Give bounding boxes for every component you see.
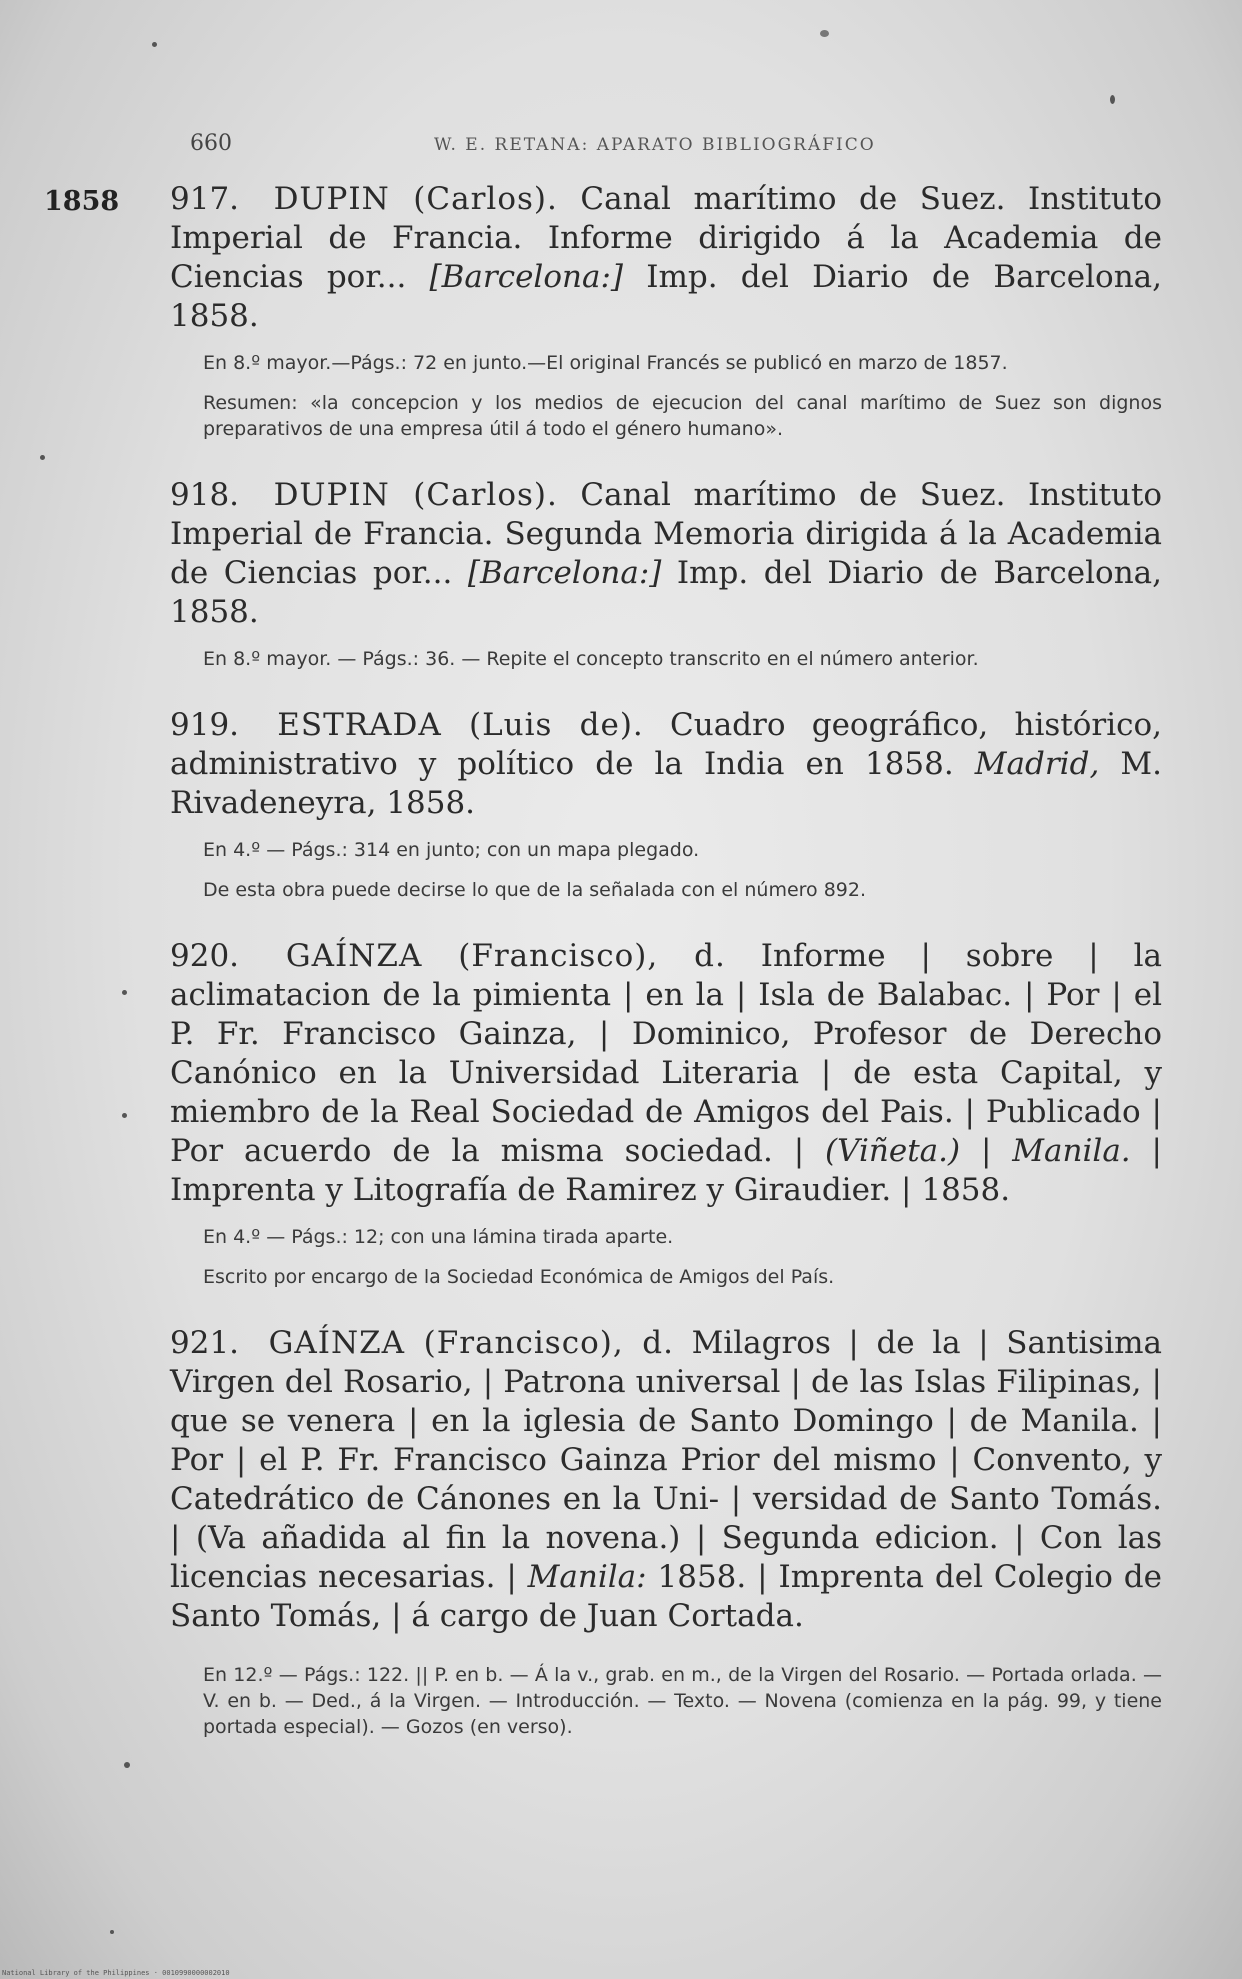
entry-author: ESTRADA (Luis de). — [277, 707, 644, 743]
entry-number: 918. — [170, 477, 240, 513]
entry-note: En 4.º — Págs.: 12; con una lámina tirada aparte. — [203, 1226, 674, 1248]
running-header — [190, 131, 1190, 161]
entry-imprint: Imp. del Diario de Barcelona, 1858. — [170, 259, 1162, 334]
scan-speck — [122, 990, 127, 995]
entry-917 — [170, 180, 1162, 442]
entry-note: En 8.º mayor. — Págs.: 36. — Repite el concepto transcrito en el número anterior. — [203, 648, 979, 670]
scan-speck — [124, 1762, 130, 1768]
scan-speck — [820, 30, 829, 37]
entry-imprint: | Imprenta y Litografía de Ramirez y Giraudier. | 1858. — [170, 1133, 1162, 1208]
entry-title: Cuadro geográfico, histórico, administrativo y político de la India en 1858. — [170, 707, 1163, 782]
entry-place: Madrid, — [974, 746, 1100, 782]
entry-imprint: Imp. del Diario de Barcelona, 1858. — [170, 555, 1162, 630]
scan-speck — [152, 42, 157, 47]
bibliography-content — [170, 180, 1162, 1740]
entry-heading — [170, 476, 1162, 632]
entry-note: De esta obra puede decirse lo que de la señalada con el número 892. — [203, 879, 867, 901]
entry-number: 921. — [170, 1325, 240, 1361]
entry-921 — [170, 1324, 1162, 1740]
entry-title: Canal marítimo de Suez. Instituto Imperial de Francia. Informe dirigido á la Academia de Ciencias por... — [170, 181, 1163, 295]
entry-number: 919. — [170, 707, 240, 743]
margin-year: 1858 — [44, 186, 120, 217]
entry-heading — [170, 1324, 1162, 1636]
scan-speck — [122, 1113, 127, 1118]
entry-author: GAÍNZA (Francisco), d. — [285, 938, 726, 974]
entry-heading — [170, 937, 1162, 1210]
entry-920 — [170, 937, 1162, 1290]
entry-note: Resumen: «la concepcion y los medios de ejecucion del canal marítimo de Suez son dignos preparativos de una empresa útil á todo el género humano». — [203, 392, 1162, 440]
entry-author: DUPIN (Carlos). — [273, 477, 558, 513]
entry-number: 917. — [170, 181, 240, 217]
page-number: 660 — [190, 131, 232, 156]
entry-place: Manila: — [527, 1559, 647, 1595]
entry-note: En 12.º — Págs.: 122. || P. en b. — Á la v., grab. en m., de la Virgen del Rosario. — Portada orlada. — V. en b. — Ded., á la Virgen. — Introducción. — Texto. — Novena (comienza en la pág. 99, y tiene portada especial). — Gozos (en verso). — [203, 1664, 1162, 1738]
entry-919 — [170, 706, 1162, 903]
entry-number: 920. — [170, 938, 240, 974]
entry-heading — [170, 706, 1162, 823]
entry-imprint: M. Rivadeneyra, 1858. — [170, 746, 1162, 821]
entry-note: En 4.º — Págs.: 314 en junto; con un mapa plegado. — [203, 839, 700, 861]
entry-title: Canal marítimo de Suez. Instituto Imperial de Francia. Segunda Memoria dirigida á la Academia de Ciencias por... — [170, 477, 1163, 591]
entry-vignette: (Viñeta.) — [825, 1133, 961, 1169]
scan-speck — [40, 455, 45, 460]
entry-place: | Manila. — [980, 1133, 1131, 1169]
entry-918 — [170, 476, 1162, 672]
entry-title: Informe | sobre | la aclimatacion de la pimienta | en la | Isla de Balabac. | Por | el P. Fr. Francisco Gainza, | Dominico, Profesor de Derecho Canónico en la Universidad Literaria | de esta Capital, y miembro de la Real Sociedad de Amigos del Pais. | Publicado | Por acuerdo de la misma sociedad. | — [170, 938, 1162, 1169]
scan-speck — [110, 1930, 114, 1934]
entry-heading — [170, 180, 1162, 336]
scan-source-strip: National Library of the Philippines · 0010990000002010 — [2, 1969, 230, 1977]
entry-place: [Barcelona:] — [429, 259, 623, 295]
running-title: W. E. RETANA: APARATO BIBLIOGRÁFICO — [434, 135, 876, 155]
entry-place: [Barcelona:] — [467, 555, 662, 591]
entry-author: DUPIN (Carlos). — [273, 181, 558, 217]
entry-imprint: 1858. | Imprenta del Colegio de Santo Tomás, | á cargo de Juan Cortada. — [170, 1559, 1162, 1634]
entry-note: Escrito por encargo de la Sociedad Económica de Amigos del País. — [203, 1266, 835, 1288]
scan-speck — [1110, 95, 1115, 104]
entry-title: Milagros | de la | Santisima Virgen del Rosario, | Patrona universal | de las Islas Filipinas, | que se venera | en la iglesia de Santo Domingo | de Manila. | Por | el P. Fr. Francisco Gainza Prior del mismo | Convento, y Catedrático de Cánones en la Uni- | versidad de Santo Tomás. | (Va añadida al fin la novena.) | Segunda edicion. | Con las licencias necesarias. | — [170, 1325, 1162, 1595]
entry-note: En 8.º mayor.—Págs.: 72 en junto.—El original Francés se publicó en marzo de 1857. — [203, 352, 1008, 374]
entry-author: GAÍNZA (Francisco), d. — [268, 1325, 674, 1361]
